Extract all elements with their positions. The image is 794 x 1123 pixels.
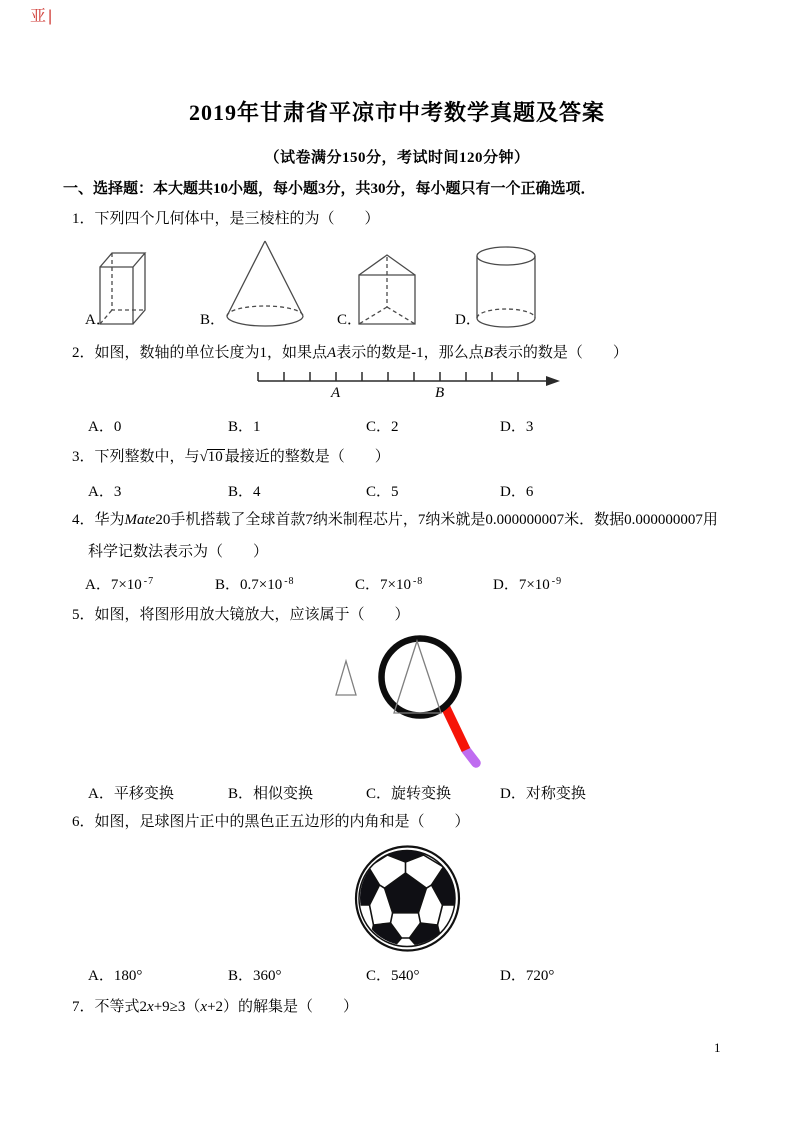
q5-option-b: B．相似变换: [228, 786, 314, 802]
q4-option-d-exp: -9: [551, 576, 563, 587]
question-4-text-line2: 科学记数法表示为（ ）: [88, 544, 269, 560]
ball-panels: [351, 842, 463, 955]
radicand: 10: [207, 449, 223, 465]
q2-var-a: A: [327, 345, 337, 361]
q7-var-x2: x: [200, 999, 208, 1015]
q4-option-a: [85, 573, 154, 594]
q4-option-a-exp: -7: [143, 576, 155, 587]
question-5-options: [0, 782, 794, 802]
question-5-text: 5．如图，将图形用放大镜放大，应该属于（ ）: [72, 607, 410, 623]
q6-option-d: D．720°: [500, 968, 555, 984]
q3-option-b: B．4: [228, 484, 261, 500]
q7-var-x1: x: [147, 999, 154, 1015]
q5-option-d: D．对称变换: [500, 786, 586, 802]
q3-option-a: A．3: [88, 484, 122, 500]
corner-red-mark: 亚|: [30, 8, 55, 25]
q6-option-a: A．180°: [88, 968, 143, 984]
figure-label-d: D．: [455, 312, 481, 328]
q3-option-c: C．5: [366, 484, 399, 500]
q4-option-d-base: D．7×10: [493, 577, 550, 593]
q2-option-d: D．3: [500, 419, 534, 435]
number-line-arrowhead: [546, 376, 560, 386]
question-6-text: 6．如图，足球图片正中的黑色正五边形的内角和是（ ）: [72, 814, 470, 830]
q4-option-c-exp: -8: [412, 576, 424, 587]
q6-option-c: C．540°: [366, 968, 420, 984]
q2-text-part: 表示的数是（ ）: [492, 345, 628, 361]
question-7-text: [72, 998, 358, 1017]
number-line-point-a: A: [331, 385, 341, 401]
q4-option-b-base: B．0.7×10: [215, 577, 283, 593]
question-4-options: [0, 573, 794, 593]
q2-text-part: 表示的数是-1，那么点: [336, 345, 484, 361]
q2-text-part: 2．如图，数轴的单位长度为1，如果点: [72, 345, 328, 361]
question-6-options: [0, 964, 794, 984]
magnifier-handle: [445, 706, 466, 750]
q4-option-b-exp: -8: [284, 576, 295, 587]
figure-label-a: A．: [85, 312, 111, 328]
q3-text-part: 最接近的整数是（ ）: [224, 449, 390, 465]
number-line-point-b: B: [435, 385, 445, 401]
section-heading: 一、选择题：本大题共10小题，每小题3分，共30分，每小题只有一个正确选项．: [63, 181, 596, 197]
q4-option-a-base: A．7×10: [85, 577, 142, 593]
q4-option-d: [493, 573, 562, 594]
page-number: 1: [714, 1040, 721, 1055]
q7-text-part: +2）的解集是（ ）: [207, 999, 359, 1015]
magnifier-handle-tip: [466, 750, 476, 763]
q5-option-a: A．平移变换: [88, 786, 174, 802]
figure-label-b: B．: [200, 312, 226, 328]
q7-text-part: 7．不等式2: [72, 999, 148, 1015]
sqrt-10: [200, 448, 225, 467]
question-1-figure-labels: [0, 308, 794, 328]
page-subtitle: （试卷满分150分，考试时间120分钟）: [264, 150, 530, 166]
question-3-options: [0, 480, 794, 500]
question-4-text-line1: [72, 511, 718, 530]
q4-option-b: [215, 573, 295, 594]
radical-sign: √: [199, 449, 208, 465]
q7-text-part: +9≥3（: [153, 999, 201, 1015]
q3-option-d: D．6: [500, 484, 534, 500]
figure-label-c: C．: [337, 312, 363, 328]
question-3-text: [72, 448, 390, 467]
q4-text-part: 4．华为: [72, 512, 125, 528]
q4-option-c: [355, 573, 423, 594]
q2-option-b: B．1: [228, 419, 261, 435]
small-triangle: [336, 661, 356, 695]
q2-var-b: B: [483, 345, 493, 361]
q2-option-c: C．2: [366, 419, 399, 435]
q6-option-b: B．360°: [228, 968, 282, 984]
q4-option-c-base: C．7×10: [355, 577, 411, 593]
magnifier-figure: [318, 623, 503, 778]
number-line-figure: [250, 365, 562, 407]
q3-text-part: 3．下列整数中，与: [72, 449, 200, 465]
q4-text-part: 20手机搭载了全球首款7纳米制程芯片，7纳米就是0.000000007米．数据0.000000007用: [155, 512, 718, 528]
q4-var-mate: Mate: [124, 512, 156, 528]
q5-option-c: C．旋转变换: [366, 786, 452, 802]
question-2-text: [72, 344, 628, 363]
q2-option-a: A．0: [88, 419, 122, 435]
soccer-ball-figure: [351, 842, 464, 955]
question-2-options: [0, 415, 794, 435]
question-1-text: 1．下列四个几何体中，是三棱柱的为（ ）: [72, 211, 380, 227]
page-title: 2019年甘肃省平凉市中考数学真题及答案: [188, 100, 605, 125]
